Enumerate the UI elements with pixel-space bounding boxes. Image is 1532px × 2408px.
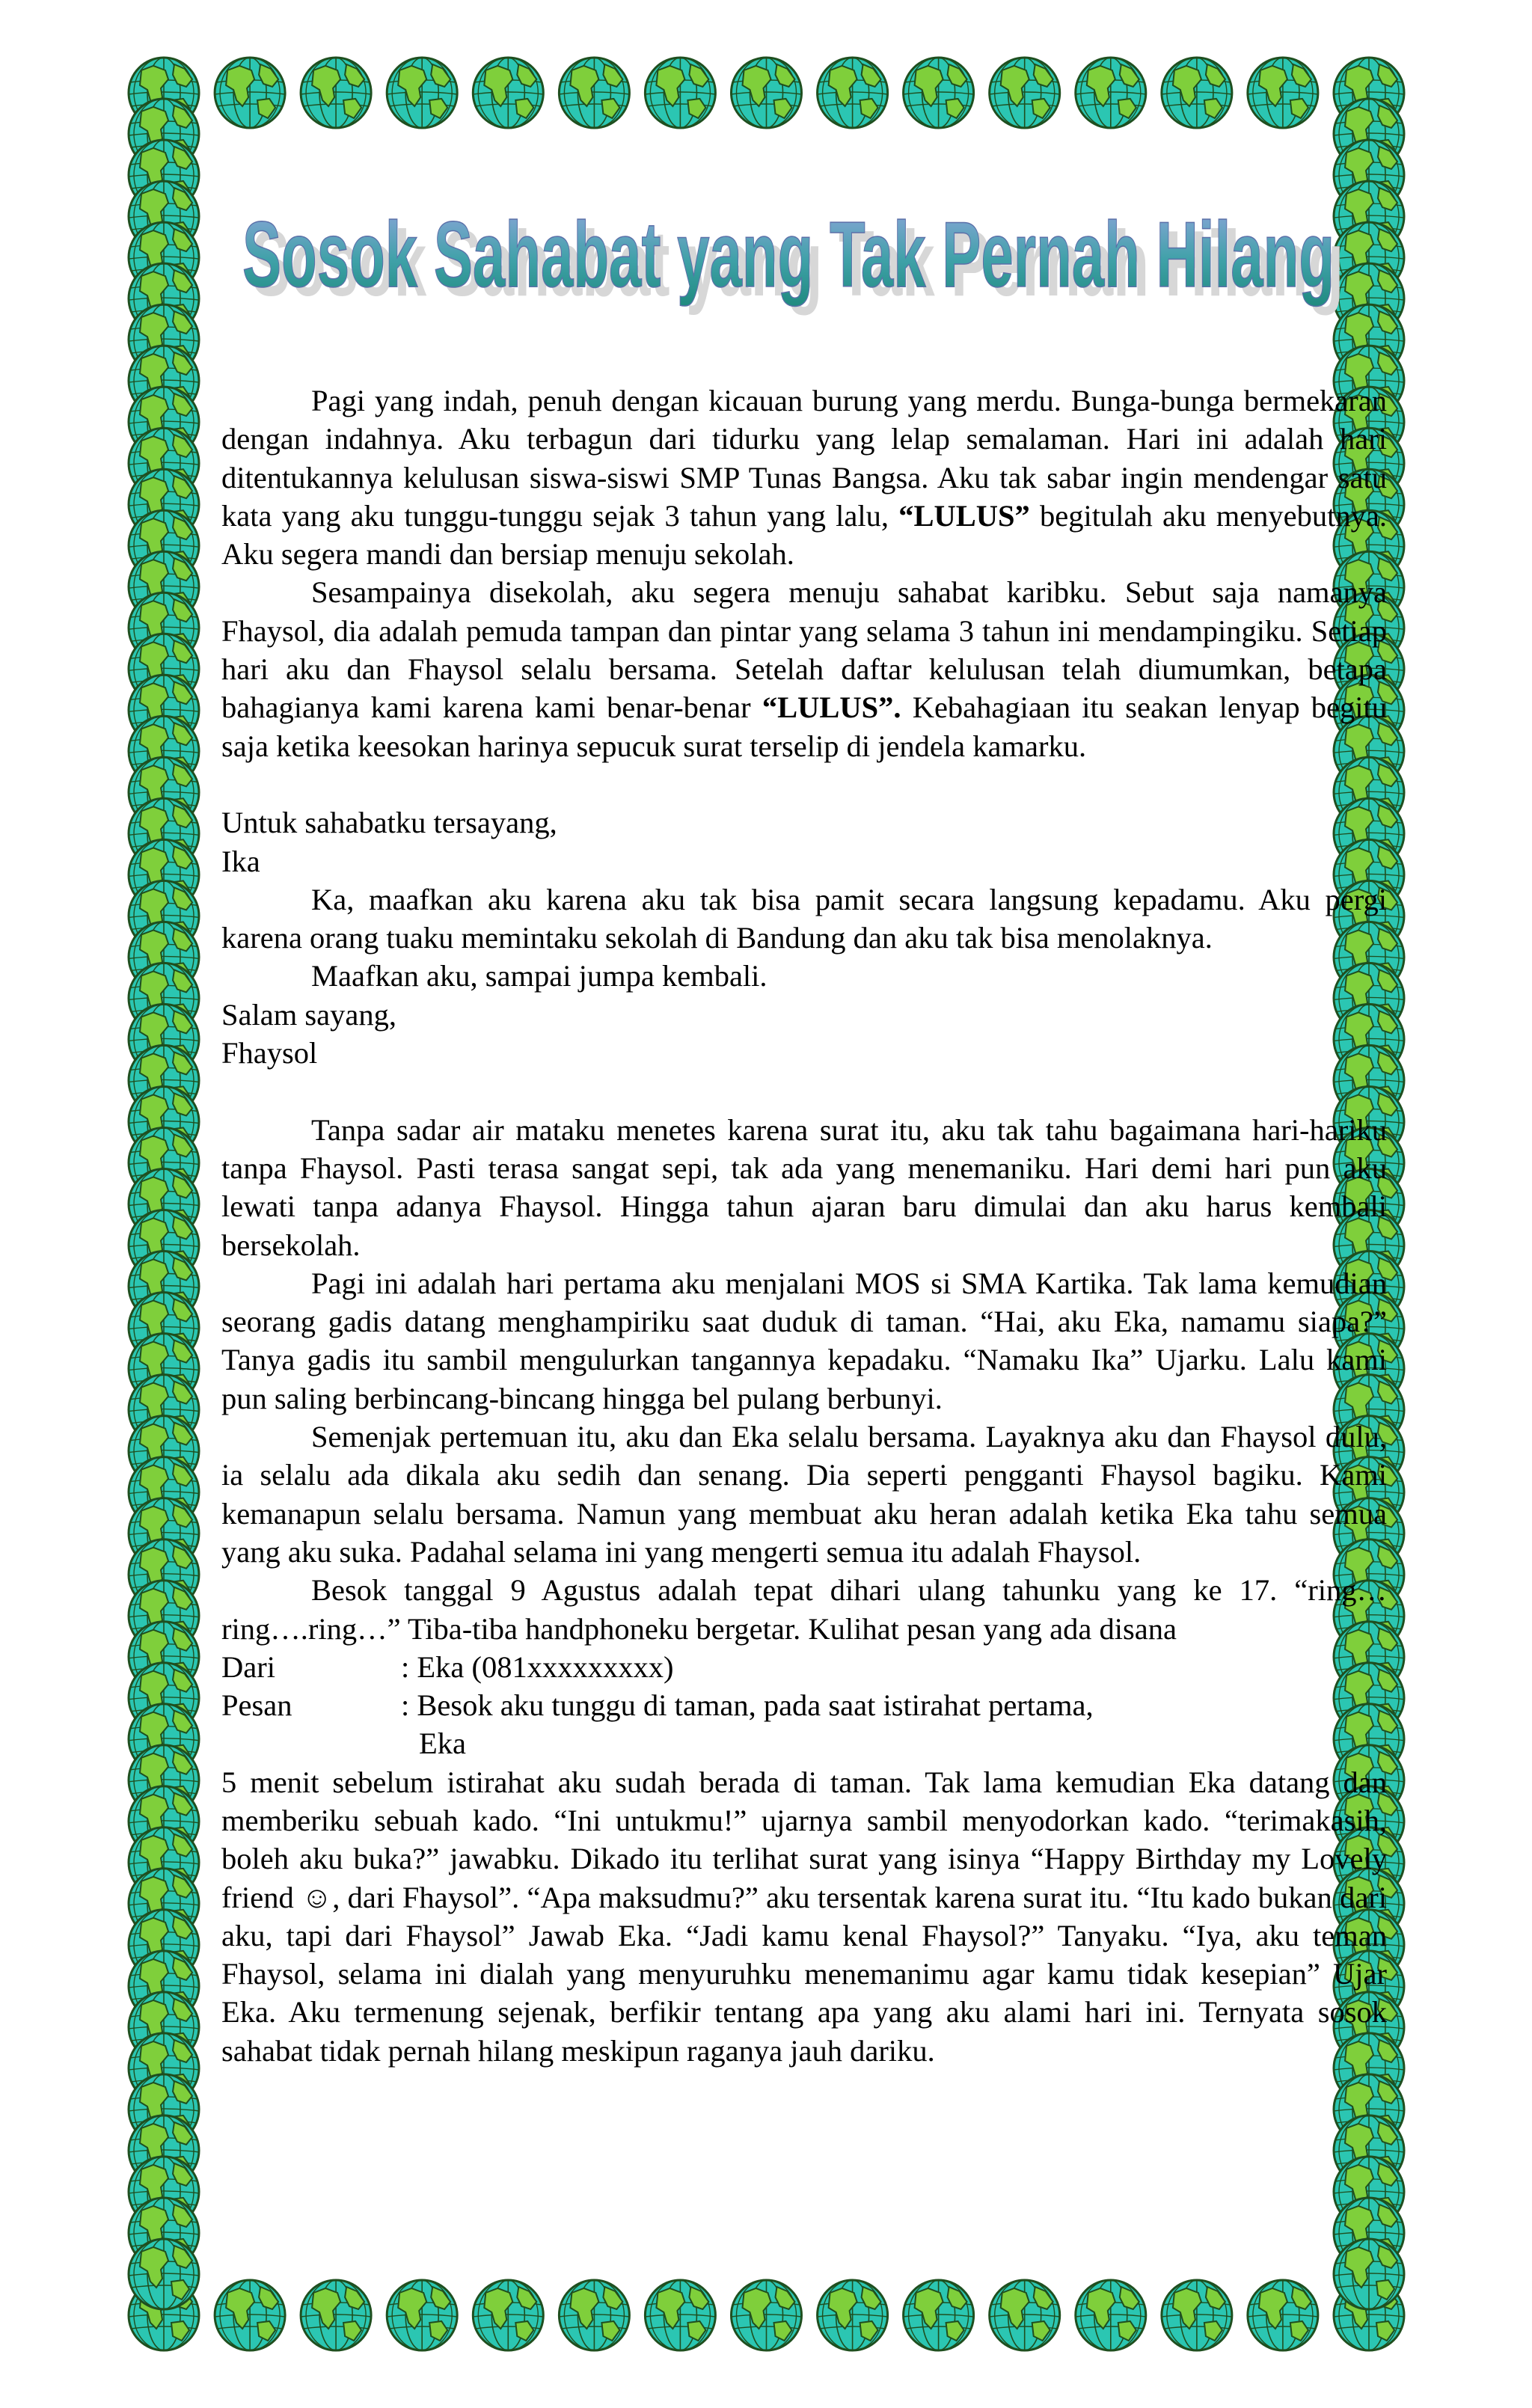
globe-icon [818,2280,888,2350]
letter-signature: Fhaysol [221,1036,318,1070]
globe-icon [732,2280,802,2350]
p1-text: Pagi yang indah, penuh dengan kicauan burung yang merdu. Bunga-bunga bermekaran dengan indahnya. Aku terbagun dari tidurku yang lelap semalaman. Hari ini adalah hari ditentukannya kelulusan siswa-siswi SMP Tunas Bangsa. Aku tak sabar ingin mendengar satu kata yang aku tunggu-tunggu sejak 3 tahun yang lalu, [221,384,1387,533]
story-title [224,183,1361,340]
globe-icon [1076,2280,1146,2350]
globe-icon [1162,58,1232,128]
sms-message-label: Pesan [221,1688,292,1723]
title-text: Sosok Sahabat yang Tak Pernah Hilang [242,203,1335,307]
globe-icon [473,58,543,128]
paragraph-2 [221,573,1387,765]
globe-icon [559,58,629,128]
letter-closing-line: Maafkan aku, sampai jumpa kembali. [311,959,767,993]
sms-message-value: : Besok aku tunggu di taman, pada saat istirahat pertama, [401,1688,1094,1723]
globe-icon [645,58,715,128]
letter-salutation: Untuk sahabatku tersayang, [221,806,557,840]
globe-icon [301,2280,371,2350]
globe-icon [990,2280,1060,2350]
globe-icon [387,58,457,128]
p2-text: Sesampainya disekolah, aku segera menuju sahabat karibku. Sebut saja namanya Fhaysol, dia adalah pemuda tampan dan pintar yang selama 3 tahun ini mendampingiku. Setiap hari aku dan Fhaysol selalu bersama. Setelah daftar kelulusan telah diumumkan, betapa bahagianya kami karena kami benar-benar [221,575,1387,725]
p1-lulus: “LULUS” [898,498,1030,533]
globe-icon [473,2280,543,2350]
paragraph-5: Semenjak pertemuan itu, aku dan Eka selalu bersama. Layaknya aku dan Fhaysol dulu, ia selalu ada dikala aku sedih dan senang. Dia seperti pengganti Fhaysol bagiku. Kami kemanapun selalu bersama. Namun yang membuat aku heran adalah ketika Eka tahu semua yang aku suka. Padahal selama ini yang mengerti semua itu adalah Fhaysol. [221,1420,1387,1569]
globe-icon [129,2239,199,2309]
globe-icon [215,58,285,128]
globe-icon [990,58,1060,128]
paragraph-6: Besok tanggal 9 Agustus adalah tepat dihari ulang tahunku yang ke 17. “ring…ring….ring…” Tiba-tiba handphoneku bergetar. Kulihat pesan yang ada disana [221,1573,1387,1646]
globe-icon [559,2280,629,2350]
globe-icon [301,58,371,128]
paragraph-1 [221,382,1387,573]
globe-icon [1076,58,1146,128]
letter-body: Ka, maafkan aku karena aku tak bisa pamit secara langsung kepadamu. Aku pergi karena orang tuaku memintaku sekolah di Bandung dan aku tak bisa menolaknya. [221,882,1387,955]
story-body [221,382,1387,2070]
sms-from-label: Dari [221,1649,275,1684]
globe-icon [215,2280,285,2350]
sms-signature: Eka [419,1727,466,1761]
globe-icon [732,58,802,128]
letter-closing: Salam sayang, [221,997,396,1032]
globe-icon [1334,2239,1404,2309]
globe-icon [387,2280,457,2350]
paragraph-3: Tanpa sadar air mataku menetes karena surat itu, aku tak tahu bagaimana hari-hariku tanpa Fhaysol. Pasti terasa sangat sepi, tak ada yang menemaniku. Hari demi hari pun aku lewati tanpa adanya Fhaysol. Hingga tahun ajaran baru dimulai dan aku harus kembali bersekolah. [221,1112,1387,1262]
paragraph-4: Pagi ini adalah hari pertama aku menjalani MOS si SMA Kartika. Tak lama kemudian seorang gadis datang menghampiriku saat duduk di taman. “Hai, aku Eka, namamu siapa?” Tanya gadis itu sambil mengulurkan tangannya kepadaku. “Namaku Ika” Ujarku. Lalu kami pun saling berbincang-bincang hingga bel pulang berbunyi. [221,1266,1387,1415]
title-shadow: Sosok Sahabat yang Tak Pernah Hilang [251,212,1343,316]
globe-icon [904,58,974,128]
sms-from-value: : Eka (081xxxxxxxxx) [401,1649,674,1684]
sms-message-row [221,1686,1387,1724]
letter-recipient: Ika [221,844,260,878]
p2-lulus: “LULUS”. [762,690,901,725]
globe-icon [1248,2280,1318,2350]
globe-icon [645,2280,715,2350]
sms-from-row [221,1648,1387,1686]
p2-text-end: Kebahagiaan itu seakan lenyap begitu saja ketika keesokan harinya sepucuk surat terselip di jendela kamarku. [221,690,1387,763]
paragraph-7: 5 menit sebelum istirahat aku sudah berada di taman. Tak lama kemudian Eka datang dan memberiku sebuah kado. “Ini untukmu!” ujarnya sambil menyodorkan kado. “terimakasih, boleh aku buka?” jawabku. Dikado itu terlihat surat yang isinya “Happy Birthday my Lovely friend ☺, dari Fhaysol”. “Apa maksudmu?” aku tersentak karena surat itu. “Itu kado bukan dari aku, tapi dari Fhaysol” Jawab Eka. “Jadi kamu kenal Fhaysol?” Tanyaku. “Iya, aku teman Fhaysol, selama ini dialah yang menyuruhku menemanimu agar kamu tidak kesepian” Ujar Eka. Aku termenung sejenak, berfikir tentang apa yang aku alami hari ini. Ternyata sosok sahabat tidak pernah hilang meskipun raganya jauh dariku. [221,1765,1387,2068]
globe-icon [818,58,888,128]
p1-text-end: begitulah aku menyebutnya. Aku segera mandi dan bersiap menuju sekolah. [221,498,1387,572]
globe-icon [904,2280,974,2350]
globe-icon [1248,58,1318,128]
globe-icon [1162,2280,1232,2350]
